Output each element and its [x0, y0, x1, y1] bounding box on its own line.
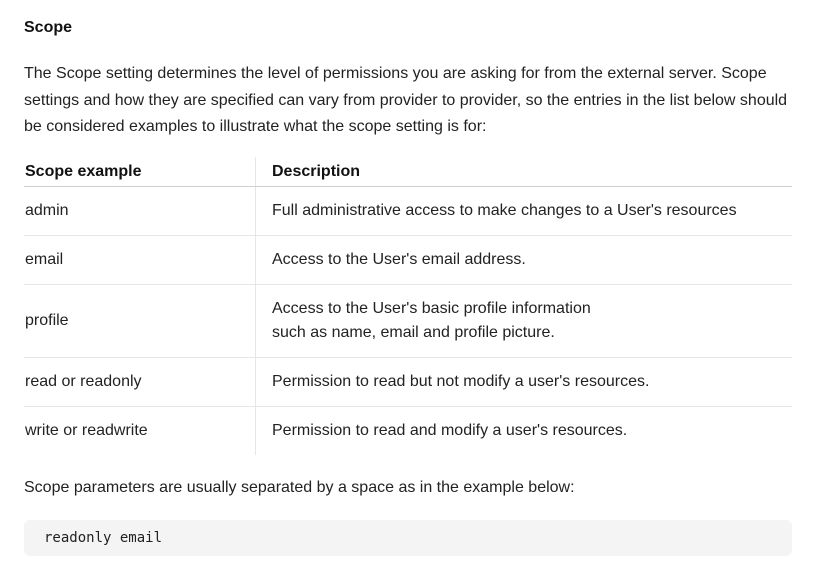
column-header-description: Description [256, 157, 793, 187]
scope-cell: write or readwrite [24, 407, 256, 456]
description-cell [256, 407, 793, 456]
description-cell [256, 236, 793, 285]
table-header-row [24, 157, 792, 187]
description-cell [256, 285, 793, 358]
description-text: Full administrative access to make changes to a User's resources [272, 202, 737, 219]
scope-cell: profile [24, 285, 256, 358]
table-row [24, 236, 792, 285]
description-cell [256, 358, 793, 407]
outro-paragraph: Scope parameters are usually separated by a space as in the example below: [24, 479, 575, 496]
description-text: Permission to read and modify a user's resources. [272, 422, 628, 439]
intro-paragraph: The Scope setting determines the level of permissions you are asking for from the external server. Scope settings and how they are specified can vary from provider to provider, so the entries in the list below should be considered examples to illustrate what the scope setting is for: [24, 65, 788, 135]
scope-cell: email [24, 236, 256, 285]
table-row [24, 187, 792, 236]
scope-cell: admin [25, 202, 69, 219]
section-heading: Scope [24, 19, 73, 36]
code-example-block: readonly email [24, 520, 792, 556]
column-header-scope-example: Scope example [24, 157, 256, 187]
table-row [24, 358, 792, 407]
description-text: Access to the User's email address. [272, 251, 526, 268]
description-cell [256, 187, 793, 236]
table-row [24, 285, 792, 358]
description-text-line-1: Access to the User's basic profile information [272, 300, 591, 317]
scope-table [24, 157, 792, 455]
description-text: Permission to read but not modify a user's resources. [272, 373, 650, 390]
table-row [24, 407, 792, 456]
scope-cell: read or readonly [24, 358, 256, 407]
description-text-line-2: such as name, email and profile picture. [272, 324, 555, 341]
